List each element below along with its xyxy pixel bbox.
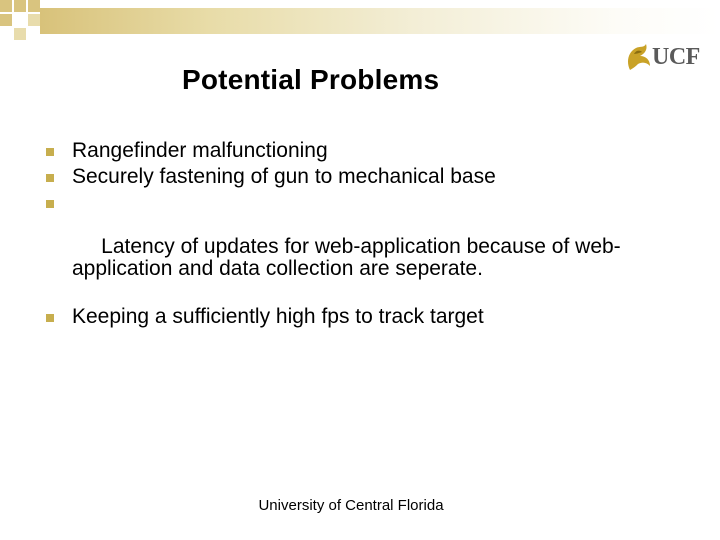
bullet-text: Keeping a sufficiently high fps to track target [72,305,484,328]
bullet-square-icon [46,174,54,182]
bullet-text: Securely fastening of gun to mechanical base [72,165,496,188]
bullet-square-icon [46,200,54,208]
bullet-list [46,140,686,332]
list-item [46,140,686,162]
list-item [46,306,686,328]
logo-text: UCF [652,44,700,70]
bullet-square-icon [46,314,54,322]
slide-title: Potential Problems [182,64,440,95]
bullet-text: Rangefinder malfunctioning [72,139,328,162]
list-item [46,192,686,302]
bullet-text: Latency of updates for web-application because of web-application and data collection are seperate. [72,235,621,280]
footer-text: University of Central Florida [258,497,444,514]
ucf-logo [624,40,700,76]
list-item [46,166,686,188]
pegasus-icon [624,40,654,74]
header-gradient-bar [40,8,720,34]
bullet-square-icon [46,148,54,156]
